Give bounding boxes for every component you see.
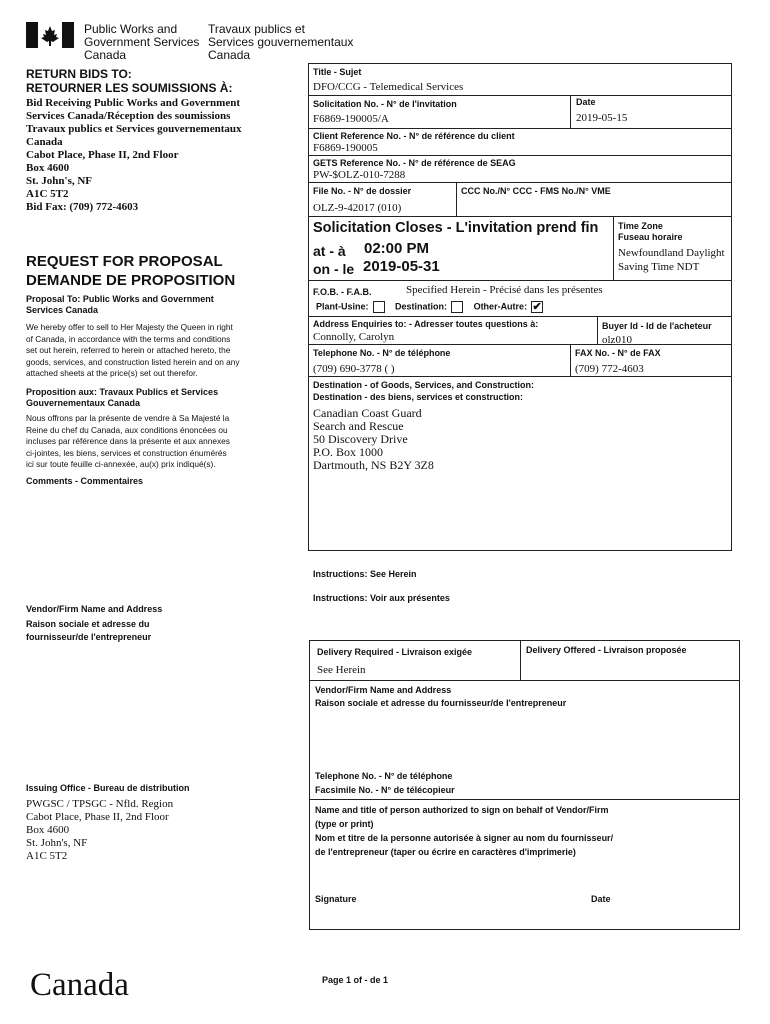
solicitation-value: F6869-190005/A [313, 113, 389, 125]
vendor-name-field[interactable] [315, 712, 733, 764]
signature-label: Signature [315, 894, 357, 904]
plant-usine [316, 301, 551, 313]
client-ref-label: Client Reference No. - N° de référence du client [313, 131, 515, 141]
return-bids-line: St. John's, NF [26, 175, 93, 187]
offer-fr-line: incluses par référence dans la présente et aux annexes [26, 436, 230, 447]
issuing-line: St. John's, NF [26, 837, 88, 849]
plant-checkbox[interactable] [373, 301, 385, 313]
dept-name-fr-2: Services gouvernementaux [208, 35, 354, 49]
offer-en-line: goods, services, and construction listed herein and on any [26, 356, 240, 367]
fob-value: Specified Herein - Précisé dans les présentes [406, 284, 603, 296]
return-bids-line: A1C 5T2 [26, 188, 69, 200]
return-bids-line: Canada [26, 136, 63, 148]
vendor-telephone-label: Telephone No. - N° de téléphone [315, 771, 453, 781]
divider [308, 95, 732, 96]
issuing-line: PWGSC / TPSGC - Nfld. Region [26, 798, 174, 810]
delivery-required-value: See Herein [317, 664, 366, 676]
authorized-label-2: (type or print) [315, 819, 374, 829]
offer-fr-line: Reine du chef du Canada, aux conditions énoncées ou [26, 424, 228, 435]
timezone-label-fr: Fuseau horaire [618, 232, 683, 242]
vendor-name-label-en: Vendor/Firm Name and Address [315, 685, 452, 695]
divider [308, 376, 732, 377]
buyer-id-value: olz010 [602, 334, 632, 344]
dept-name-fr-3: Canada [208, 48, 251, 62]
client-ref-value: F6869-190005 [313, 142, 378, 154]
destination-checkbox[interactable] [451, 301, 463, 313]
proposal-to-label-2: Services Canada [26, 305, 99, 315]
signature-date-label: Date [591, 894, 611, 904]
offer-en-line: attached sheets at the price(s) set out therefor. [26, 368, 198, 379]
title-label: Title - Sujet [313, 67, 362, 77]
gets-value: PW-$OLZ-010-7288 [313, 169, 406, 181]
vendor-left-label-3: fournisseur/de l'entrepreneur [26, 632, 152, 642]
solicitation-label: Solicitation No. - N° de l'invitation [313, 99, 457, 109]
return-bids-title-fr: RETOURNER LES SOUMISSIONS À: [26, 81, 233, 95]
return-bids-line: Travaux publics et Services gouvernementaux [26, 123, 242, 135]
comments-label: Comments - Commentaires [26, 476, 144, 486]
instructions-en: Instructions: See Herein [313, 569, 417, 579]
page-number: Page 1 of - de 1 [322, 975, 389, 985]
authorized-label-3: Nom et titre de la personne autorisée à signer au nom du fournisseur/ [315, 833, 614, 843]
fob-label: F.O.B. - F.A.B. [313, 287, 372, 297]
destination-line: Search and Rescue [313, 419, 404, 433]
vendor-left-label-1: Vendor/Firm Name and Address [26, 604, 163, 614]
canada-flag-icon [26, 22, 74, 48]
divider [308, 280, 732, 281]
divider [308, 316, 732, 317]
divider [597, 316, 598, 344]
timezone-value-2: Saving Time NDT [618, 261, 700, 273]
destination-line: Dartmouth, NS B2Y 3Z8 [313, 458, 434, 472]
destination-line: 50 Discovery Drive [313, 432, 408, 446]
vendor-name-label-fr: Raison sociale et adresse du fournisseur/de l'entrepreneur [315, 698, 567, 708]
other-checkbox[interactable]: ✔ [532, 301, 542, 313]
request-title-fr: DEMANDE DE PROPOSITION [26, 272, 236, 289]
file-value: OLZ-9-42017 (010) [313, 202, 402, 214]
dept-name-en-1: Public Works and [84, 22, 178, 36]
divider [309, 680, 740, 681]
dept-name-en-2: Government Services [84, 35, 200, 49]
destination-label: Destination: [395, 301, 448, 312]
authorized-label-1: Name and title of person authorized to sign on behalf of Vendor/Firm [315, 805, 609, 815]
issuing-line: Box 4600 [26, 824, 70, 836]
divider [570, 95, 571, 129]
divider [308, 128, 732, 129]
issuing-line: A1C 5T2 [26, 850, 68, 862]
divider [308, 155, 732, 156]
proposal-to-label: Proposal To: Public Works and Government [26, 294, 214, 304]
destination-line: P.O. Box 1000 [313, 445, 384, 459]
at-label: at - à [313, 243, 346, 259]
request-title-en: REQUEST FOR PROPOSAL [26, 253, 223, 270]
offer-fr-line: ici sur toute feuille ci-annexée, au(x) prix indiqué(s). [26, 459, 216, 470]
destination-line: Canadian Coast Guard [313, 406, 422, 420]
file-label: File No. - N° de dossier [313, 186, 412, 196]
delivery-offered-label: Delivery Offered - Livraison proposée [526, 645, 687, 655]
divider [456, 182, 457, 216]
fax-label: FAX No. - N° de FAX [575, 348, 661, 358]
at-value: 02:00 PM [364, 240, 430, 257]
offer-fr [26, 413, 230, 471]
destination-goods-label-en: Destination - of Goods, Services, and Construction: [313, 380, 535, 390]
buyer-id-label: Buyer Id - Id de l'acheteur [602, 321, 712, 331]
proposition-label-2: Gouvernementaux Canada [26, 398, 141, 408]
address-enquiries-label: Address Enquiries to: - Adresser toutes questions à: [313, 319, 539, 329]
fax-value: (709) 772-4603 [575, 363, 644, 375]
divider [520, 640, 521, 680]
offer-fr-line: ci-jointes, les biens, services et construction énumérés [26, 447, 227, 458]
return-bids-line: Bid Receiving Public Works and Government [26, 97, 241, 109]
date-value: 2019-05-15 [576, 112, 628, 124]
return-bids-line: Bid Fax: (709) 772-4603 [26, 201, 139, 213]
return-bids-title-en: RETURN BIDS TO: [26, 67, 132, 81]
timezone-label-en: Time Zone [618, 221, 663, 231]
gets-label: GETS Reference No. - N° de référence de SEAG [313, 158, 516, 168]
destination-goods-label-fr: Destination - des biens, services et construction: [313, 392, 524, 402]
proposition-label: Proposition aux: Travaux Publics et Services [26, 387, 219, 397]
authorized-label-4: de l'entrepreneur (taper ou écrire en caractères d'imprimerie) [315, 847, 576, 857]
offer-en-line: of Canada, in accordance with the terms and conditions [26, 333, 231, 344]
divider [308, 216, 732, 217]
divider [613, 216, 614, 280]
other-label: Other-Autre: [473, 301, 528, 312]
plant-label: Plant-Usine: [316, 301, 369, 312]
telephone-value: (709) 690-3778 ( ) [313, 363, 395, 375]
delivery-required-label: Delivery Required - Livraison exigée [317, 647, 473, 657]
divider [570, 344, 571, 376]
ccc-label: CCC No./N° CCC - FMS No./N° VME [461, 186, 611, 196]
vendor-left-label-2: Raison sociale et adresse du [26, 619, 150, 629]
on-value: 2019-05-31 [363, 258, 440, 275]
address-enquiries-value: Connolly, Carolyn [313, 331, 395, 343]
title-value: DFO/CCG - Telemedical Services [313, 81, 464, 93]
telephone-label: Telephone No. - N° de téléphone [313, 348, 451, 358]
closes-title: Solicitation Closes - L'invitation prend fin [313, 220, 599, 236]
instructions-fr: Instructions: Voir aux présentes [313, 593, 450, 603]
dept-name-fr-1: Travaux publics et [208, 22, 305, 36]
date-label: Date [576, 97, 596, 107]
return-bids-line: Services Canada/Réception des soumissions [26, 110, 231, 122]
timezone-value-1: Newfoundland Daylight [618, 247, 725, 259]
on-label: on - le [313, 261, 355, 277]
divider [309, 799, 740, 800]
divider [308, 182, 732, 183]
divider [308, 344, 732, 345]
return-bids-line: Box 4600 [26, 162, 70, 174]
issuing-line: Cabot Place, Phase II, 2nd Floor [26, 811, 169, 823]
dept-name-en-3: Canada [84, 48, 127, 62]
offer-en-line: We hereby offer to sell to Her Majesty the Queen in right [26, 322, 233, 332]
vendor-facsimile-label: Facsimile No. - N° de télécopieur [315, 785, 455, 795]
return-bids-line: Cabot Place, Phase II, 2nd Floor [26, 149, 179, 161]
offer-fr-line: Nous offrons par la présente de vendre à Sa Majesté la [26, 413, 230, 423]
offer-en-line: set out herein, referred to herein or attached hereto, the [26, 345, 231, 356]
canada-wordmark: Canada [30, 967, 129, 1003]
issuing-office-label: Issuing Office - Bureau de distribution [26, 783, 190, 793]
offer-en [26, 322, 240, 380]
